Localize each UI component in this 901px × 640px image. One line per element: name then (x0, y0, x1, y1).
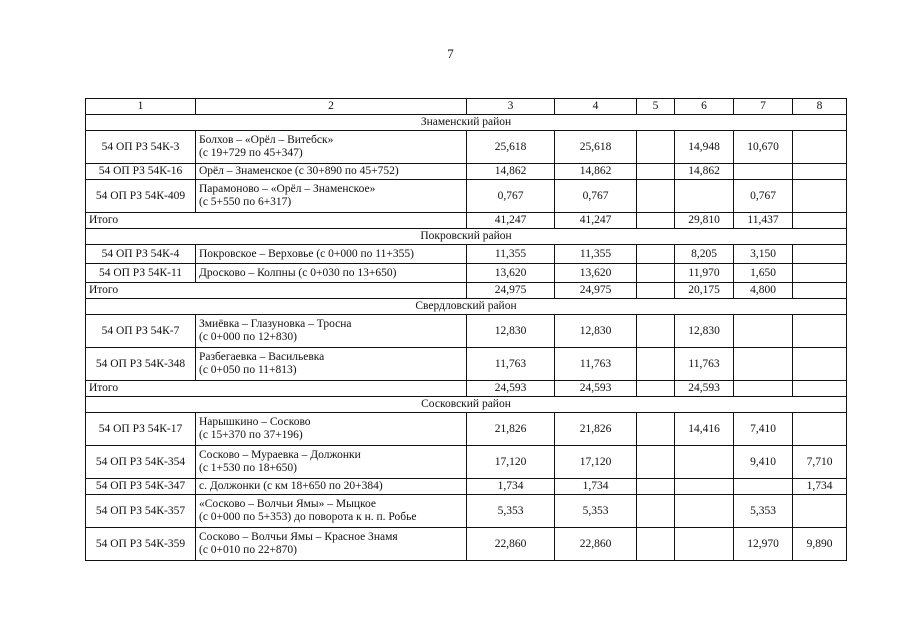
table-row (86, 315, 847, 348)
value-c6 (675, 446, 734, 479)
table-row (86, 413, 847, 446)
road-code: 54 ОП РЗ 54К-409 (86, 180, 196, 213)
value-c7: 7,410 (734, 413, 793, 446)
value-c4: 14,862 (555, 164, 637, 180)
road-code: 54 ОП РЗ 54К-354 (86, 446, 196, 479)
total-row (86, 283, 847, 299)
total-c3: 24,975 (467, 283, 555, 299)
value-c8: 1,734 (793, 479, 847, 495)
value-c4: 5,353 (555, 495, 637, 528)
road-name: Парамоново – «Орёл – Знаменское» (с 5+550 по 6+317) (199, 183, 376, 208)
road-code: 54 ОП РЗ 54К-4 (86, 245, 196, 264)
table-row (86, 446, 847, 479)
value-c7: 3,150 (734, 245, 793, 264)
road-name-cell (196, 495, 467, 528)
value-c8 (793, 131, 847, 164)
section-header-row (86, 115, 847, 131)
value-c3: 12,830 (467, 315, 555, 348)
value-c4: 17,120 (555, 446, 637, 479)
road-name: «Сосково – Волчьи Ямы» – Мыцкое (с 0+000 по 5+353) до поворота к н. п. Робье (199, 498, 417, 523)
road-name-cell (196, 315, 467, 348)
value-c3: 5,353 (467, 495, 555, 528)
value-c3: 13,620 (467, 264, 555, 283)
table-row (86, 131, 847, 164)
value-c4: 13,620 (555, 264, 637, 283)
value-c3: 25,618 (467, 131, 555, 164)
value-c8 (793, 495, 847, 528)
header-cell: 4 (555, 99, 637, 115)
header-cell: 3 (467, 99, 555, 115)
total-row (86, 381, 847, 397)
total-c3: 24,593 (467, 381, 555, 397)
total-label: Итого (86, 213, 467, 229)
section-header-row (86, 229, 847, 245)
value-c3: 14,862 (467, 164, 555, 180)
road-name: с. Должонки (с км 18+650 по 20+384) (199, 480, 383, 492)
total-label: Итого (86, 381, 467, 397)
header-cell: 2 (196, 99, 467, 115)
road-code: 54 ОП РЗ 54К-348 (86, 348, 196, 381)
value-c7: 10,670 (734, 131, 793, 164)
table-row (86, 528, 847, 561)
road-name: Покровское – Верховье (с 0+000 по 11+355) (199, 247, 414, 260)
value-c5 (637, 180, 675, 213)
road-name-cell (196, 413, 467, 446)
value-c4: 22,860 (555, 528, 637, 561)
value-c6: 11,763 (675, 348, 734, 381)
value-c6: 14,948 (675, 131, 734, 164)
value-c3: 0,767 (467, 180, 555, 213)
value-c4: 11,355 (555, 245, 637, 264)
value-c5 (637, 348, 675, 381)
section-header-row (86, 397, 847, 413)
value-c7 (734, 348, 793, 381)
value-c8: 7,710 (793, 446, 847, 479)
table-row (86, 495, 847, 528)
road-code: 54 ОП РЗ 54К-357 (86, 495, 196, 528)
total-c5 (637, 283, 675, 299)
header-cell: 8 (793, 99, 847, 115)
road-name: Орёл – Знаменское (с 30+890 по 45+752) (199, 165, 399, 177)
road-name: Разбегаевка – Васильевка (с 0+050 по 11+813) (199, 351, 325, 376)
header-row (86, 99, 847, 115)
total-c4: 24,975 (555, 283, 637, 299)
value-c7: 5,353 (734, 495, 793, 528)
road-name-cell (196, 479, 467, 495)
value-c8: 9,890 (793, 528, 847, 561)
total-c6: 29,810 (675, 213, 734, 229)
value-c7: 9,410 (734, 446, 793, 479)
value-c5 (637, 315, 675, 348)
value-c6 (675, 180, 734, 213)
road-code: 54 ОП РЗ 54К-347 (86, 479, 196, 495)
value-c7 (734, 479, 793, 495)
value-c4: 11,763 (555, 348, 637, 381)
total-c8 (793, 381, 847, 397)
value-c3: 17,120 (467, 446, 555, 479)
road-name-cell (196, 528, 467, 561)
road-code: 54 ОП РЗ 54К-3 (86, 131, 196, 164)
road-name-cell (196, 131, 467, 164)
road-name-cell (196, 446, 467, 479)
road-name-cell (196, 245, 467, 264)
header-cell: 1 (86, 99, 196, 115)
header-cell: 5 (637, 99, 675, 115)
value-c8 (793, 413, 847, 446)
total-c5 (637, 213, 675, 229)
total-c3: 41,247 (467, 213, 555, 229)
value-c8 (793, 164, 847, 180)
value-c5 (637, 413, 675, 446)
value-c8 (793, 348, 847, 381)
value-c6: 14,862 (675, 164, 734, 180)
road-name-cell (196, 164, 467, 180)
road-name: Болхов – «Орёл – Витебск» (с 19+729 по 45+347) (199, 134, 334, 159)
page-number: 7 (447, 46, 454, 61)
value-c7: 1,650 (734, 264, 793, 283)
value-c3: 11,763 (467, 348, 555, 381)
value-c4: 12,830 (555, 315, 637, 348)
value-c4: 25,618 (555, 131, 637, 164)
value-c5 (637, 479, 675, 495)
value-c4: 1,734 (555, 479, 637, 495)
total-c7: 4,800 (734, 283, 793, 299)
value-c6 (675, 479, 734, 495)
section-title: Свердловский район (86, 299, 847, 315)
road-code: 54 ОП РЗ 54К-17 (86, 413, 196, 446)
value-c7 (734, 315, 793, 348)
road-name: Нарышкино – Сосково (с 15+370 по 37+196) (199, 416, 311, 441)
value-c6: 12,830 (675, 315, 734, 348)
section-header-row (86, 299, 847, 315)
header-cell: 7 (734, 99, 793, 115)
value-c5 (637, 131, 675, 164)
value-c4: 21,826 (555, 413, 637, 446)
road-name: Дросково – Колпны (с 0+030 по 13+650) (199, 266, 397, 279)
total-c8 (793, 213, 847, 229)
header-cell: 6 (675, 99, 734, 115)
table-row (86, 348, 847, 381)
value-c3: 21,826 (467, 413, 555, 446)
value-c6 (675, 528, 734, 561)
value-c6 (675, 495, 734, 528)
table-row (86, 479, 847, 495)
roads-table (85, 98, 847, 561)
total-row (86, 213, 847, 229)
value-c7: 12,970 (734, 528, 793, 561)
road-code: 54 ОП РЗ 54К-11 (86, 264, 196, 283)
total-c5 (637, 381, 675, 397)
value-c7: 0,767 (734, 180, 793, 213)
total-c4: 24,593 (555, 381, 637, 397)
value-c3: 1,734 (467, 479, 555, 495)
total-label: Итого (86, 283, 467, 299)
value-c5 (637, 446, 675, 479)
road-name-cell (196, 180, 467, 213)
road-name-cell (196, 348, 467, 381)
total-c6: 24,593 (675, 381, 734, 397)
road-name: Сосково – Мураевка – Должонки (с 1+530 по 18+650) (199, 449, 361, 474)
road-code: 54 ОП РЗ 54К-7 (86, 315, 196, 348)
table-body (86, 99, 847, 561)
total-c7: 11,437 (734, 213, 793, 229)
value-c8 (793, 245, 847, 264)
value-c6: 11,970 (675, 264, 734, 283)
value-c4: 0,767 (555, 180, 637, 213)
total-c4: 41,247 (555, 213, 637, 229)
total-c8 (793, 283, 847, 299)
value-c8 (793, 264, 847, 283)
section-title: Сосковский район (86, 397, 847, 413)
table-row (86, 264, 847, 283)
table-row (86, 180, 847, 213)
value-c5 (637, 164, 675, 180)
value-c5 (637, 245, 675, 264)
value-c8 (793, 315, 847, 348)
section-title: Покровский район (86, 229, 847, 245)
value-c3: 11,355 (467, 245, 555, 264)
road-name: Змиёвка – Глазуновка – Тросна (с 0+000 по 12+830) (199, 318, 352, 343)
value-c5 (637, 495, 675, 528)
road-name: Сосково – Волчьи Ямы – Красное Знамя (с 0+010 по 22+870) (199, 531, 398, 556)
value-c6: 14,416 (675, 413, 734, 446)
road-code: 54 ОП РЗ 54К-359 (86, 528, 196, 561)
total-c7 (734, 381, 793, 397)
total-c6: 20,175 (675, 283, 734, 299)
section-title: Знаменский район (86, 115, 847, 131)
value-c5 (637, 264, 675, 283)
road-name-cell (196, 264, 467, 283)
table-row (86, 245, 847, 264)
table-row (86, 164, 847, 180)
value-c8 (793, 180, 847, 213)
value-c3: 22,860 (467, 528, 555, 561)
road-code: 54 ОП РЗ 54К-16 (86, 164, 196, 180)
value-c7 (734, 164, 793, 180)
value-c6: 8,205 (675, 245, 734, 264)
value-c5 (637, 528, 675, 561)
